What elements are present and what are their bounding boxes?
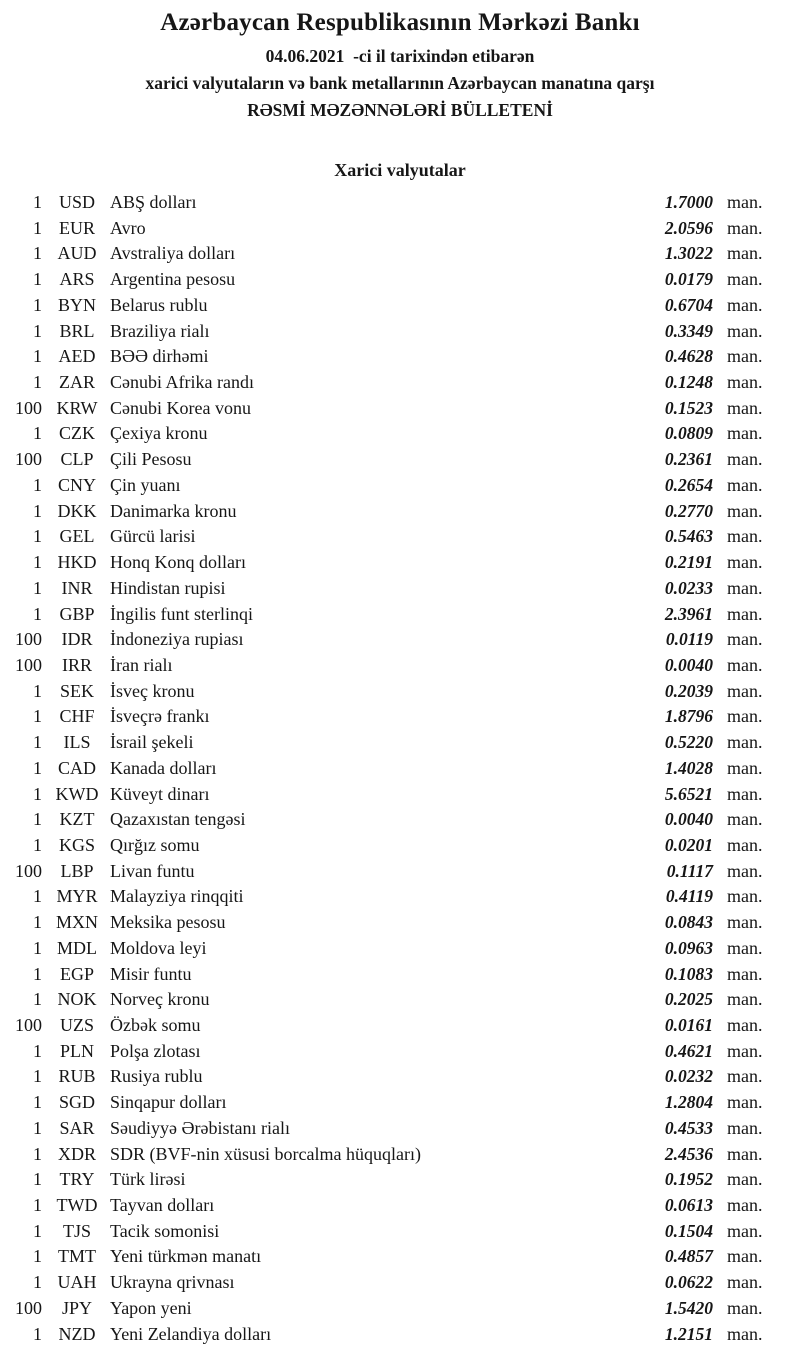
rate-value-cell: 0.3349 [664, 320, 713, 341]
currency-code-cell: RUB [58, 1066, 96, 1087]
quantity-cell: 100 [15, 860, 42, 881]
rate-value-cell: 0.1523 [664, 397, 713, 418]
unit-cell: man. [727, 1246, 763, 1267]
rate-value-cell: 0.2039 [664, 680, 713, 701]
rate-row [0, 962, 800, 988]
rate-row [0, 627, 800, 653]
rate-row [0, 267, 800, 293]
quantity-cell: 1 [33, 217, 42, 238]
unit-cell: man. [727, 294, 763, 315]
currency-code-cell: MYR [56, 886, 98, 907]
unit-cell: man. [727, 1272, 763, 1293]
unit-cell: man. [727, 1195, 763, 1216]
rate-row [0, 1013, 800, 1039]
currency-name-cell: İngilis funt sterlinqi [110, 603, 253, 624]
currency-name-cell: İsveç kronu [110, 680, 195, 701]
rate-row [0, 833, 800, 859]
rate-value-cell: 2.4536 [664, 1143, 713, 1164]
rate-row [0, 884, 800, 910]
quantity-cell: 100 [15, 397, 42, 418]
currency-code-cell: UZS [59, 1015, 94, 1035]
rate-row [0, 1296, 800, 1322]
currency-name-cell: Belarus rublu [110, 294, 208, 315]
rate-row [0, 704, 800, 730]
currency-code-cell: IRR [61, 654, 92, 675]
quantity-cell: 1 [33, 834, 42, 855]
currency-code-cell: KRW [56, 397, 98, 418]
rate-row [0, 936, 800, 962]
unit-cell: man. [727, 732, 763, 753]
unit-cell: man. [727, 526, 763, 547]
rate-value-cell: 0.2025 [664, 989, 713, 1010]
currency-code-cell: NZD [58, 1323, 96, 1344]
quantity-cell: 1 [33, 809, 42, 830]
currency-name-cell: İran rialı [110, 654, 173, 675]
currency-name-cell: Kanada dolları [110, 757, 217, 778]
currency-name-cell: İsveçrə frankı [110, 706, 210, 727]
quantity-cell: 1 [33, 706, 42, 727]
rate-value-cell: 0.2770 [664, 500, 713, 521]
currency-code-cell: CHF [59, 706, 95, 727]
currency-name-cell: Argentina pesosu [110, 269, 236, 290]
quantity-cell: 1 [33, 937, 42, 958]
quantity-cell: 1 [33, 269, 42, 290]
rate-value-cell: 1.4028 [664, 757, 713, 778]
currency-code-cell: MDL [57, 937, 97, 958]
currency-code-cell: EUR [59, 217, 95, 238]
quantity-cell: 1 [33, 294, 42, 315]
rate-row [0, 319, 800, 345]
currency-name-cell: Norveç kronu [110, 989, 210, 1010]
rate-value-cell: 0.2361 [664, 449, 713, 470]
quantity-cell: 1 [33, 603, 42, 624]
quantity-cell: 1 [33, 1323, 42, 1344]
quantity-cell: 1 [33, 1220, 42, 1241]
currency-name-cell: Tayvan dolları [110, 1195, 215, 1216]
unit-cell: man. [727, 474, 763, 495]
quantity-cell: 1 [33, 192, 42, 212]
rate-value-cell: 0.0040 [664, 654, 713, 675]
unit-cell: man. [727, 834, 763, 855]
currency-code-cell: ILS [63, 732, 91, 753]
currency-name-cell: Honq Konq dolları [110, 552, 246, 573]
rate-value-cell: 0.0613 [664, 1195, 713, 1216]
rate-row [0, 190, 800, 216]
rate-row [0, 499, 800, 525]
unit-cell: man. [727, 423, 763, 444]
rate-value-cell: 0.5463 [664, 526, 713, 547]
unit-cell: man. [727, 500, 763, 521]
rate-row [0, 1322, 800, 1348]
currency-code-cell: PLN [59, 1040, 94, 1061]
unit-cell: man. [727, 886, 763, 907]
rate-value-cell: 2.0596 [664, 217, 713, 238]
rate-value-cell: 0.0843 [664, 912, 713, 933]
currency-name-cell: SDR (BVF-nin xüsusi borcalma hüquqları) [110, 1143, 421, 1164]
quantity-cell: 1 [33, 1117, 42, 1138]
bank-title: Azərbaycan Respublikasının Mərkəzi Bankı [160, 9, 640, 36]
currency-name-cell: Küveyt dinarı [110, 783, 210, 804]
unit-cell: man. [727, 372, 763, 393]
currency-code-cell: CNY [57, 474, 96, 495]
quantity-cell: 1 [33, 346, 42, 367]
rate-value-cell: 0.1504 [664, 1220, 713, 1241]
rate-row [0, 1142, 800, 1168]
rate-value-cell: 0.6704 [664, 294, 713, 315]
currency-name-cell: Cənubi Afrika randı [110, 372, 254, 393]
currency-code-cell: CAD [57, 757, 96, 778]
currency-code-cell: NOK [57, 989, 97, 1010]
rate-value-cell: 0.0201 [664, 834, 713, 855]
currency-code-cell: TJS [62, 1220, 91, 1241]
unit-cell: man. [727, 1323, 763, 1344]
unit-cell: man. [727, 783, 763, 804]
unit-cell: man. [727, 1092, 763, 1113]
rate-row [0, 679, 800, 705]
currency-name-cell: Türk lirəsi [110, 1169, 186, 1190]
currency-name-cell: Cənubi Korea vonu [110, 397, 251, 418]
rate-row [0, 1064, 800, 1090]
rate-row [0, 730, 800, 756]
rate-row [0, 807, 800, 833]
unit-cell: man. [727, 320, 763, 341]
quantity-cell: 1 [33, 989, 42, 1010]
rate-value-cell: 0.4857 [664, 1246, 713, 1267]
rate-value-cell: 0.1248 [664, 372, 713, 393]
quantity-cell: 1 [33, 577, 42, 598]
currency-code-cell: MXN [55, 912, 98, 933]
unit-cell: man. [727, 706, 763, 727]
rate-value-cell: 1.7000 [664, 192, 713, 212]
currency-name-cell: Rusiya rublu [110, 1066, 203, 1087]
quantity-cell: 1 [33, 1195, 42, 1216]
rate-value-cell: 0.4628 [664, 346, 713, 367]
rate-value-cell: 1.2151 [664, 1323, 713, 1344]
quantity-cell: 1 [33, 1272, 42, 1293]
rate-row [0, 1270, 800, 1296]
rate-row [0, 653, 800, 679]
unit-cell: man. [727, 654, 763, 675]
currency-name-cell: BƏƏ dirhəmi [110, 346, 209, 367]
quantity-cell: 1 [33, 783, 42, 804]
quantity-cell: 1 [33, 500, 42, 521]
rate-row [0, 1116, 800, 1142]
rate-value-cell: 0.1083 [664, 963, 713, 984]
unit-cell: man. [727, 577, 763, 598]
unit-cell: man. [727, 1066, 763, 1087]
rate-value-cell: 0.0622 [664, 1272, 713, 1293]
unit-cell: man. [727, 449, 763, 470]
quantity-cell: 100 [15, 1015, 42, 1035]
rate-value-cell: 1.5420 [664, 1297, 713, 1318]
rate-value-cell: 0.4119 [665, 886, 713, 907]
quantity-cell: 1 [33, 474, 42, 495]
rate-row [0, 344, 800, 370]
rate-row [0, 859, 800, 885]
rate-value-cell: 0.2654 [664, 474, 713, 495]
quantity-cell: 1 [33, 423, 42, 444]
currency-name-cell: Yeni Zelandiya dolları [110, 1323, 272, 1344]
unit-cell: man. [727, 1015, 763, 1035]
rate-row [0, 602, 800, 628]
currency-code-cell: HKD [57, 552, 97, 573]
rate-value-cell: 0.0161 [664, 1015, 713, 1035]
section-title-foreign-currencies: Xarici valyutalar [334, 160, 466, 180]
quantity-cell: 1 [33, 757, 42, 778]
rate-row [0, 473, 800, 499]
currency-code-cell: DKK [57, 500, 97, 521]
currency-code-cell: SEK [59, 680, 94, 701]
quantity-cell: 1 [33, 886, 42, 907]
rate-row [0, 370, 800, 396]
rate-row [0, 1039, 800, 1065]
quantity-cell: 100 [15, 629, 42, 650]
currency-code-cell: SAR [59, 1117, 95, 1138]
unit-cell: man. [727, 1169, 763, 1190]
rate-row [0, 421, 800, 447]
rate-row [0, 576, 800, 602]
quantity-cell: 1 [33, 1246, 42, 1267]
unit-cell: man. [727, 1220, 763, 1241]
unit-cell: man. [727, 757, 763, 778]
unit-cell: man. [727, 346, 763, 367]
currency-code-cell: SGD [58, 1092, 95, 1113]
unit-cell: man. [727, 552, 763, 573]
quantity-cell: 1 [33, 372, 42, 393]
rate-value-cell: 0.4621 [664, 1040, 713, 1061]
quantity-cell: 1 [33, 552, 42, 573]
currency-name-cell: Hindistan rupisi [110, 577, 226, 598]
rate-value-cell: 5.6521 [664, 783, 713, 804]
currency-name-cell: Braziliya rialı [110, 320, 210, 341]
currency-name-cell: ABŞ dolları [110, 192, 197, 212]
currency-name-cell: Avstraliya dolları [110, 243, 236, 264]
quantity-cell: 1 [33, 912, 42, 933]
quantity-cell: 1 [33, 1143, 42, 1164]
quantity-cell: 1 [33, 1066, 42, 1087]
currency-code-cell: JPY [61, 1297, 92, 1318]
rate-row [0, 987, 800, 1013]
currency-code-cell: ZAR [59, 372, 95, 393]
rate-row [0, 524, 800, 550]
rate-row [0, 1219, 800, 1245]
rate-row [0, 241, 800, 267]
currency-name-cell: Çin yuanı [110, 474, 181, 495]
currency-code-cell: UAH [57, 1272, 97, 1293]
quantity-cell: 100 [15, 654, 42, 675]
currency-code-cell: KWD [55, 783, 99, 804]
currency-name-cell: Livan funtu [110, 860, 195, 881]
unit-cell: man. [727, 269, 763, 290]
currency-name-cell: İndoneziya rupiası [110, 629, 244, 650]
currency-code-cell: CZK [59, 423, 95, 444]
rate-value-cell: 0.2191 [664, 552, 713, 573]
unit-cell: man. [727, 963, 763, 984]
currency-name-cell: Malayziya rinqqiti [110, 886, 244, 907]
unit-cell: man. [727, 629, 763, 650]
quantity-cell: 1 [33, 1040, 42, 1061]
quantity-cell: 1 [33, 1092, 42, 1113]
rate-value-cell: 0.5220 [664, 732, 713, 753]
currency-name-cell: Yapon yeni [110, 1297, 192, 1318]
unit-cell: man. [727, 603, 763, 624]
rate-row [0, 756, 800, 782]
rate-value-cell: 1.2804 [664, 1092, 713, 1113]
currency-code-cell: ARS [59, 269, 95, 290]
rate-value-cell: 0.4533 [664, 1117, 713, 1138]
document-header [0, 0, 800, 120]
rate-value-cell: 1.8796 [664, 706, 713, 727]
unit-cell: man. [727, 1297, 763, 1318]
currency-code-cell: AED [58, 346, 96, 367]
unit-cell: man. [727, 989, 763, 1010]
quantity-cell: 1 [33, 963, 42, 984]
currency-name-cell: Meksika pesosu [110, 912, 226, 933]
currency-name-cell: Qırğız somu [110, 834, 200, 855]
unit-cell: man. [727, 680, 763, 701]
currency-code-cell: IDR [61, 629, 93, 650]
unit-cell: man. [727, 243, 763, 264]
currency-name-cell: Özbək somu [110, 1015, 201, 1035]
effective-date-line: 04.06.2021 -ci il tarixindən etibarən [265, 46, 535, 66]
rate-value-cell: 0.0179 [664, 269, 713, 290]
currency-name-cell: Sinqapur dolları [110, 1092, 227, 1113]
rate-row [0, 1193, 800, 1219]
currency-name-cell: Səudiyyə Ərəbistanı rialı [110, 1117, 290, 1138]
quantity-cell: 1 [33, 1169, 42, 1190]
rate-value-cell: 0.0809 [664, 423, 713, 444]
currency-name-cell: Yeni türkmən manatı [110, 1246, 262, 1267]
rate-row [0, 550, 800, 576]
rate-row [0, 1090, 800, 1116]
rate-row [0, 782, 800, 808]
currency-code-cell: GBP [59, 603, 95, 624]
rate-value-cell: 0.0963 [664, 937, 713, 958]
currency-name-cell: Avro [110, 217, 146, 238]
unit-cell: man. [727, 1040, 763, 1061]
currency-code-cell: EGP [59, 963, 94, 984]
unit-cell: man. [727, 912, 763, 933]
unit-cell: man. [727, 809, 763, 830]
unit-cell: man. [727, 1143, 763, 1164]
currency-name-cell: Tacik somonisi [110, 1220, 220, 1241]
quantity-cell: 1 [33, 243, 42, 264]
currency-code-cell: INR [61, 577, 93, 598]
rate-row [0, 396, 800, 422]
unit-cell: man. [727, 937, 763, 958]
currency-code-cell: USD [58, 192, 95, 212]
quantity-cell: 1 [33, 732, 42, 753]
rate-value-cell: 2.3961 [664, 603, 713, 624]
rate-row [0, 216, 800, 242]
currency-code-cell: KZT [59, 809, 95, 830]
currency-code-cell: LBP [60, 860, 94, 881]
unit-cell: man. [727, 860, 763, 881]
unit-cell: man. [727, 1117, 763, 1138]
rate-row [0, 910, 800, 936]
currency-code-cell: CLP [60, 449, 94, 470]
rate-value-cell: 0.0232 [664, 1066, 713, 1087]
exchange-rate-table [0, 190, 800, 1347]
rate-value-cell: 1.3022 [664, 243, 713, 264]
currency-name-cell: Moldova leyi [110, 937, 207, 958]
currency-code-cell: TMT [58, 1246, 96, 1267]
unit-cell: man. [727, 192, 763, 212]
quantity-cell: 100 [15, 449, 42, 470]
currency-code-cell: TWD [56, 1195, 98, 1216]
rate-row [0, 1244, 800, 1270]
subject-line: xarici valyutaların və bank metallarının Azərbaycan manatına qarşı [145, 73, 655, 93]
rate-row [0, 293, 800, 319]
currency-name-cell: İsrail şekeli [110, 732, 194, 753]
currency-name-cell: Gürcü larisi [110, 526, 196, 547]
currency-name-cell: Qazaxıstan tengəsi [110, 809, 246, 830]
currency-name-cell: Danimarka kronu [110, 500, 237, 521]
currency-code-cell: KGS [58, 834, 95, 855]
currency-code-cell: TRY [59, 1169, 95, 1190]
currency-code-cell: BRL [59, 320, 95, 341]
unit-cell: man. [727, 397, 763, 418]
currency-code-cell: BYN [57, 294, 96, 315]
quantity-cell: 1 [33, 320, 42, 341]
currency-code-cell: AUD [57, 243, 97, 264]
currency-name-cell: Ukrayna qrivnası [110, 1272, 235, 1293]
quantity-cell: 1 [33, 526, 42, 547]
currency-name-cell: Çexiya kronu [110, 423, 208, 444]
rate-row [0, 1167, 800, 1193]
currency-name-cell: Polşa zlotası [110, 1040, 201, 1061]
currency-name-cell: Çili Pesosu [110, 449, 192, 470]
rate-value-cell: 0.0119 [665, 629, 713, 650]
rate-value-cell: 0.0040 [664, 809, 713, 830]
rate-value-cell: 0.1117 [666, 860, 713, 881]
currency-code-cell: XDR [57, 1143, 96, 1164]
unit-cell: man. [727, 217, 763, 238]
currency-code-cell: GEL [59, 526, 95, 547]
quantity-cell: 1 [33, 680, 42, 701]
rate-value-cell: 0.0233 [664, 577, 713, 598]
bulletin-title: RƏSMİ MƏZƏNNƏLƏRİ BÜLLETENİ [247, 100, 553, 120]
quantity-cell: 100 [15, 1297, 42, 1318]
rate-row [0, 447, 800, 473]
currency-name-cell: Misir funtu [110, 963, 192, 984]
rate-value-cell: 0.1952 [664, 1169, 713, 1190]
